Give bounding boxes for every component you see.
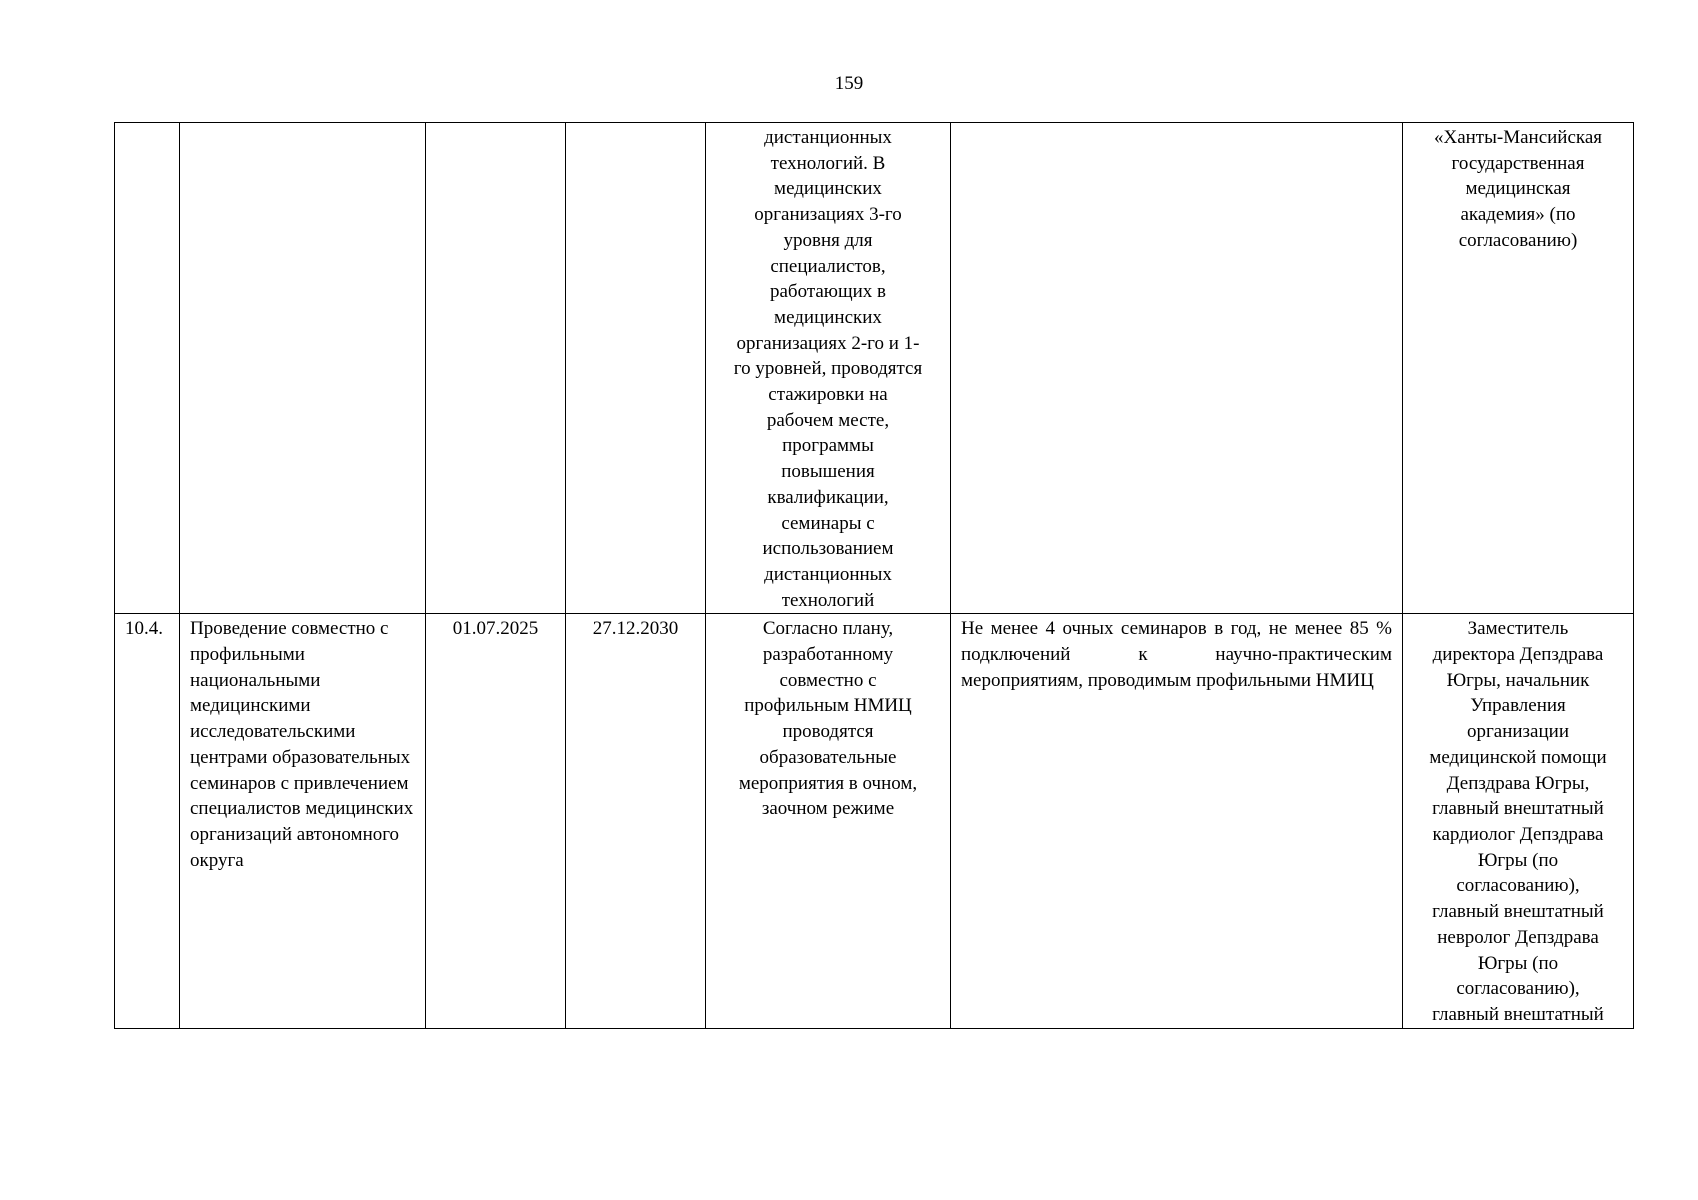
cell-start-date: 01.07.2025 [426,614,566,1028]
cell-responsible: «Ханты-Мансийская государственная медицинская академия» (по согласованию) [1403,123,1634,614]
cell-mechanism: Согласно плану, разработанному совместно с профильным НМИЦ проводятся образовательные мероприятия в очном, заочном режиме [706,614,951,1028]
table-row [115,123,1634,614]
cell-start-date [426,123,566,614]
cell-activity-name: Проведение совместно с профильными национальными медицинскими исследовательскими центрами образовательных семинаров с привлечением специалистов медицинских организаций автономного округа [180,614,426,1028]
cell-number [115,123,180,614]
cell-result: Не менее 4 очных семинаров в год, не менее 85 % подключений к научно-практическим мероприятиям, проводимым профильными НМИЦ [951,614,1403,1028]
cell-activity-name [180,123,426,614]
cell-end-date: 27.12.2030 [566,614,706,1028]
page-number: 159 [834,73,864,94]
cell-end-date [566,123,706,614]
cell-result [951,123,1403,614]
cell-number: 10.4. [115,614,180,1028]
table-row [115,614,1634,1028]
cell-responsible: Заместитель директора Депздрава Югры, начальник Управления организации медицинской помощи Депздрава Югры, главный внештатный кардиолог Депздрава Югры (по согласованию), главный внештатный невролог Депздрава Югры (по согласованию), главный внештатный [1403,614,1634,1028]
activities-table [114,122,1634,1029]
cell-mechanism: дистанционных технологий. В медицинских организациях 3-го уровня для специалистов, работающих в медицинских организациях 2-го и 1- го уровней, проводятся стажировки на рабочем месте, программы повышения квалификации, семинары с использованием дистанционных технологий [706,123,951,614]
